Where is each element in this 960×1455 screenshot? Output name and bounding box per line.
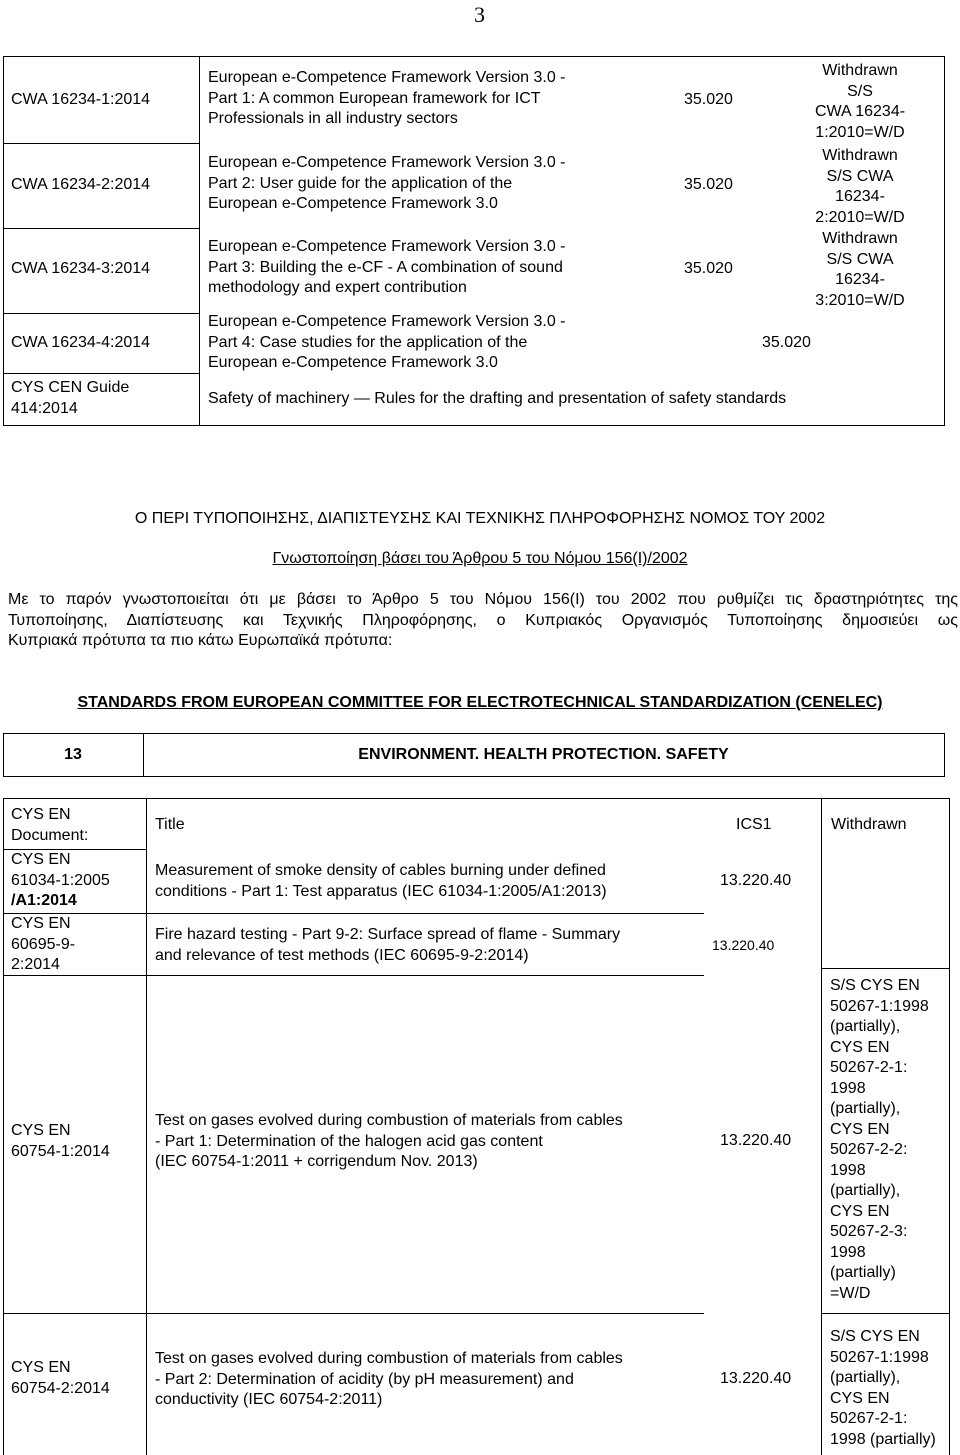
doc-cwa-16234-1: CWA 16234-1:2014 — [11, 91, 151, 108]
ics-en-60754-1: 13.220.40 — [720, 1132, 792, 1149]
law-heading: Ο ΠΕΡΙ ΤΥΠΟΠΟΙΗΣΗΣ, ΔΙΑΠΙΣΤΕΥΣΗΣ ΚΑΙ ΤΕΧΝΙΚΗΣ ΠΛΗΡΟΦΟΡΗΣΗΣ ΝΟΜΟΣ ΤΟΥ 2002 — [134, 510, 826, 527]
withdrawn-en-60754-2: S/S CYS EN 50267-1:1998 (partially), CYS EN 50267-2-1: 1998 (partially) — [830, 1328, 936, 1448]
title-cwa-16234-1: European e-Competence Framework Version 3.0 - Part 1: A common European framework for ICT Professionals in all industry sectors — [208, 69, 566, 127]
withdrawn-cwa-16234-2: Withdrawn S/S CWA 16234- 2:2010=W/D — [815, 147, 905, 226]
title-cwa-16234-3: European e-Competence Framework Version 3.0 - Part 3: Building the e-CF - A combination of sound methodology and expert contribution — [208, 238, 566, 296]
header-ics: ICS1 — [736, 816, 772, 833]
ics-cwa-16234-4: 35.020 — [762, 334, 811, 351]
ics-cwa-16234-1: 35.020 — [684, 91, 733, 108]
page-number: 3 — [474, 2, 485, 27]
title-en-61034-1: Measurement of smoke density of cables burning under defined conditions - Part 1: Test apparatus (IEC 61034-1:2005/A1:2013) — [155, 862, 607, 900]
title-en-60754-1: Test on gases evolved during combustion of materials from cables - Part 1: Determination of the halogen acid gas content (IEC 60754-1:2011 + corrigendum Nov. 2013) — [155, 1112, 623, 1170]
header-withdrawn: Withdrawn — [831, 816, 907, 833]
withdrawn-cwa-16234-3: Withdrawn S/S CWA 16234- 3:2010=W/D — [815, 230, 905, 309]
header-title: Title — [155, 816, 185, 833]
law-body: Με το παρόν γνωστοποιείται ότι με βάσει το Άρθρο 5 του Νόμου 156(Ι) του 2002 που ρυθμίζει τις δραστηριότητες της Τυποποίησης, Διαπίστευσης και Τεχνικής Πληροφόρησης, ο Κυπριακός Οργανισμός Τυποποίησης δημοσιεύει ως Κυπριακά πρότυπα τα πιο κάτω Ευρωπαϊκά πρότυπα: — [8, 591, 958, 649]
doc-en-60754-2: CYS EN 60754-2:2014 — [11, 1359, 110, 1397]
ics-cwa-16234-3: 35.020 — [684, 260, 733, 277]
doc-en-60754-1: CYS EN 60754-1:2014 — [11, 1122, 110, 1160]
ics-en-60695-9-2: 13.220.40 — [712, 937, 775, 953]
section-number: 13 — [64, 746, 82, 763]
section-title: ENVIRONMENT. HEALTH PROTECTION. SAFETY — [358, 746, 729, 763]
title-cwa-16234-2: European e-Competence Framework Version 3.0 - Part 2: User guide for the application of the European e-Competence Framework 3.0 — [208, 154, 566, 212]
cenelec-heading: STANDARDS FROM EUROPEAN COMMITTEE FOR ELECTROTECHNICAL STANDARDIZATION (CENELEC) — [77, 694, 883, 711]
doc-cys-cen-guide-414: CYS CEN Guide 414:2014 — [11, 379, 130, 417]
ics-cwa-16234-2: 35.020 — [684, 176, 733, 193]
ics-en-61034-1: 13.220.40 — [720, 872, 792, 889]
doc-cwa-16234-3: CWA 16234-3:2014 — [11, 260, 151, 277]
doc-en-60695-9-2: CYS EN 60695-9- 2:2014 — [11, 915, 76, 973]
withdrawn-cwa-16234-1: Withdrawn S/S CWA 16234- 1:2010=W/D — [814, 62, 906, 141]
doc-cwa-16234-2: CWA 16234-2:2014 — [11, 176, 151, 193]
doc-en-61034-1: CYS EN 61034-1:2005 /A1:2014 — [11, 851, 110, 909]
withdrawn-en-60754-1: S/S CYS EN 50267-1:1998 (partially), CYS EN 50267-2-1: 1998 (partially), CYS EN 50267-2-2: 1998 (partially), CYS EN 50267-2-3: 1998 (partially) =W/D — [830, 977, 929, 1302]
title-en-60695-9-2: Fire hazard testing - Part 9-2: Surface spread of flame - Summary and relevance of test methods (IEC 60695-9-2:2014) — [155, 926, 621, 964]
title-cys-cen-guide-414: Safety of machinery — Rules for the drafting and presentation of safety standards — [208, 390, 787, 407]
title-cwa-16234-4: European e-Competence Framework Version 3.0 - Part 4: Case studies for the application of the European e-Competence Framework 3.0 — [208, 313, 566, 371]
header-doc: CYS EN Document: — [11, 806, 89, 844]
doc-cwa-16234-4: CWA 16234-4:2014 — [11, 334, 151, 351]
title-en-60754-2: Test on gases evolved during combustion of materials from cables - Part 2: Determination of acidity (by pH measurement) and conductivity (IEC 60754-2:2011) — [155, 1350, 623, 1408]
ics-en-60754-2: 13.220.40 — [720, 1370, 792, 1387]
law-subheading: Γνωστοποίηση βάσει του Άρθρου 5 του Νόμου 156(Ι)/2002 — [272, 550, 688, 567]
